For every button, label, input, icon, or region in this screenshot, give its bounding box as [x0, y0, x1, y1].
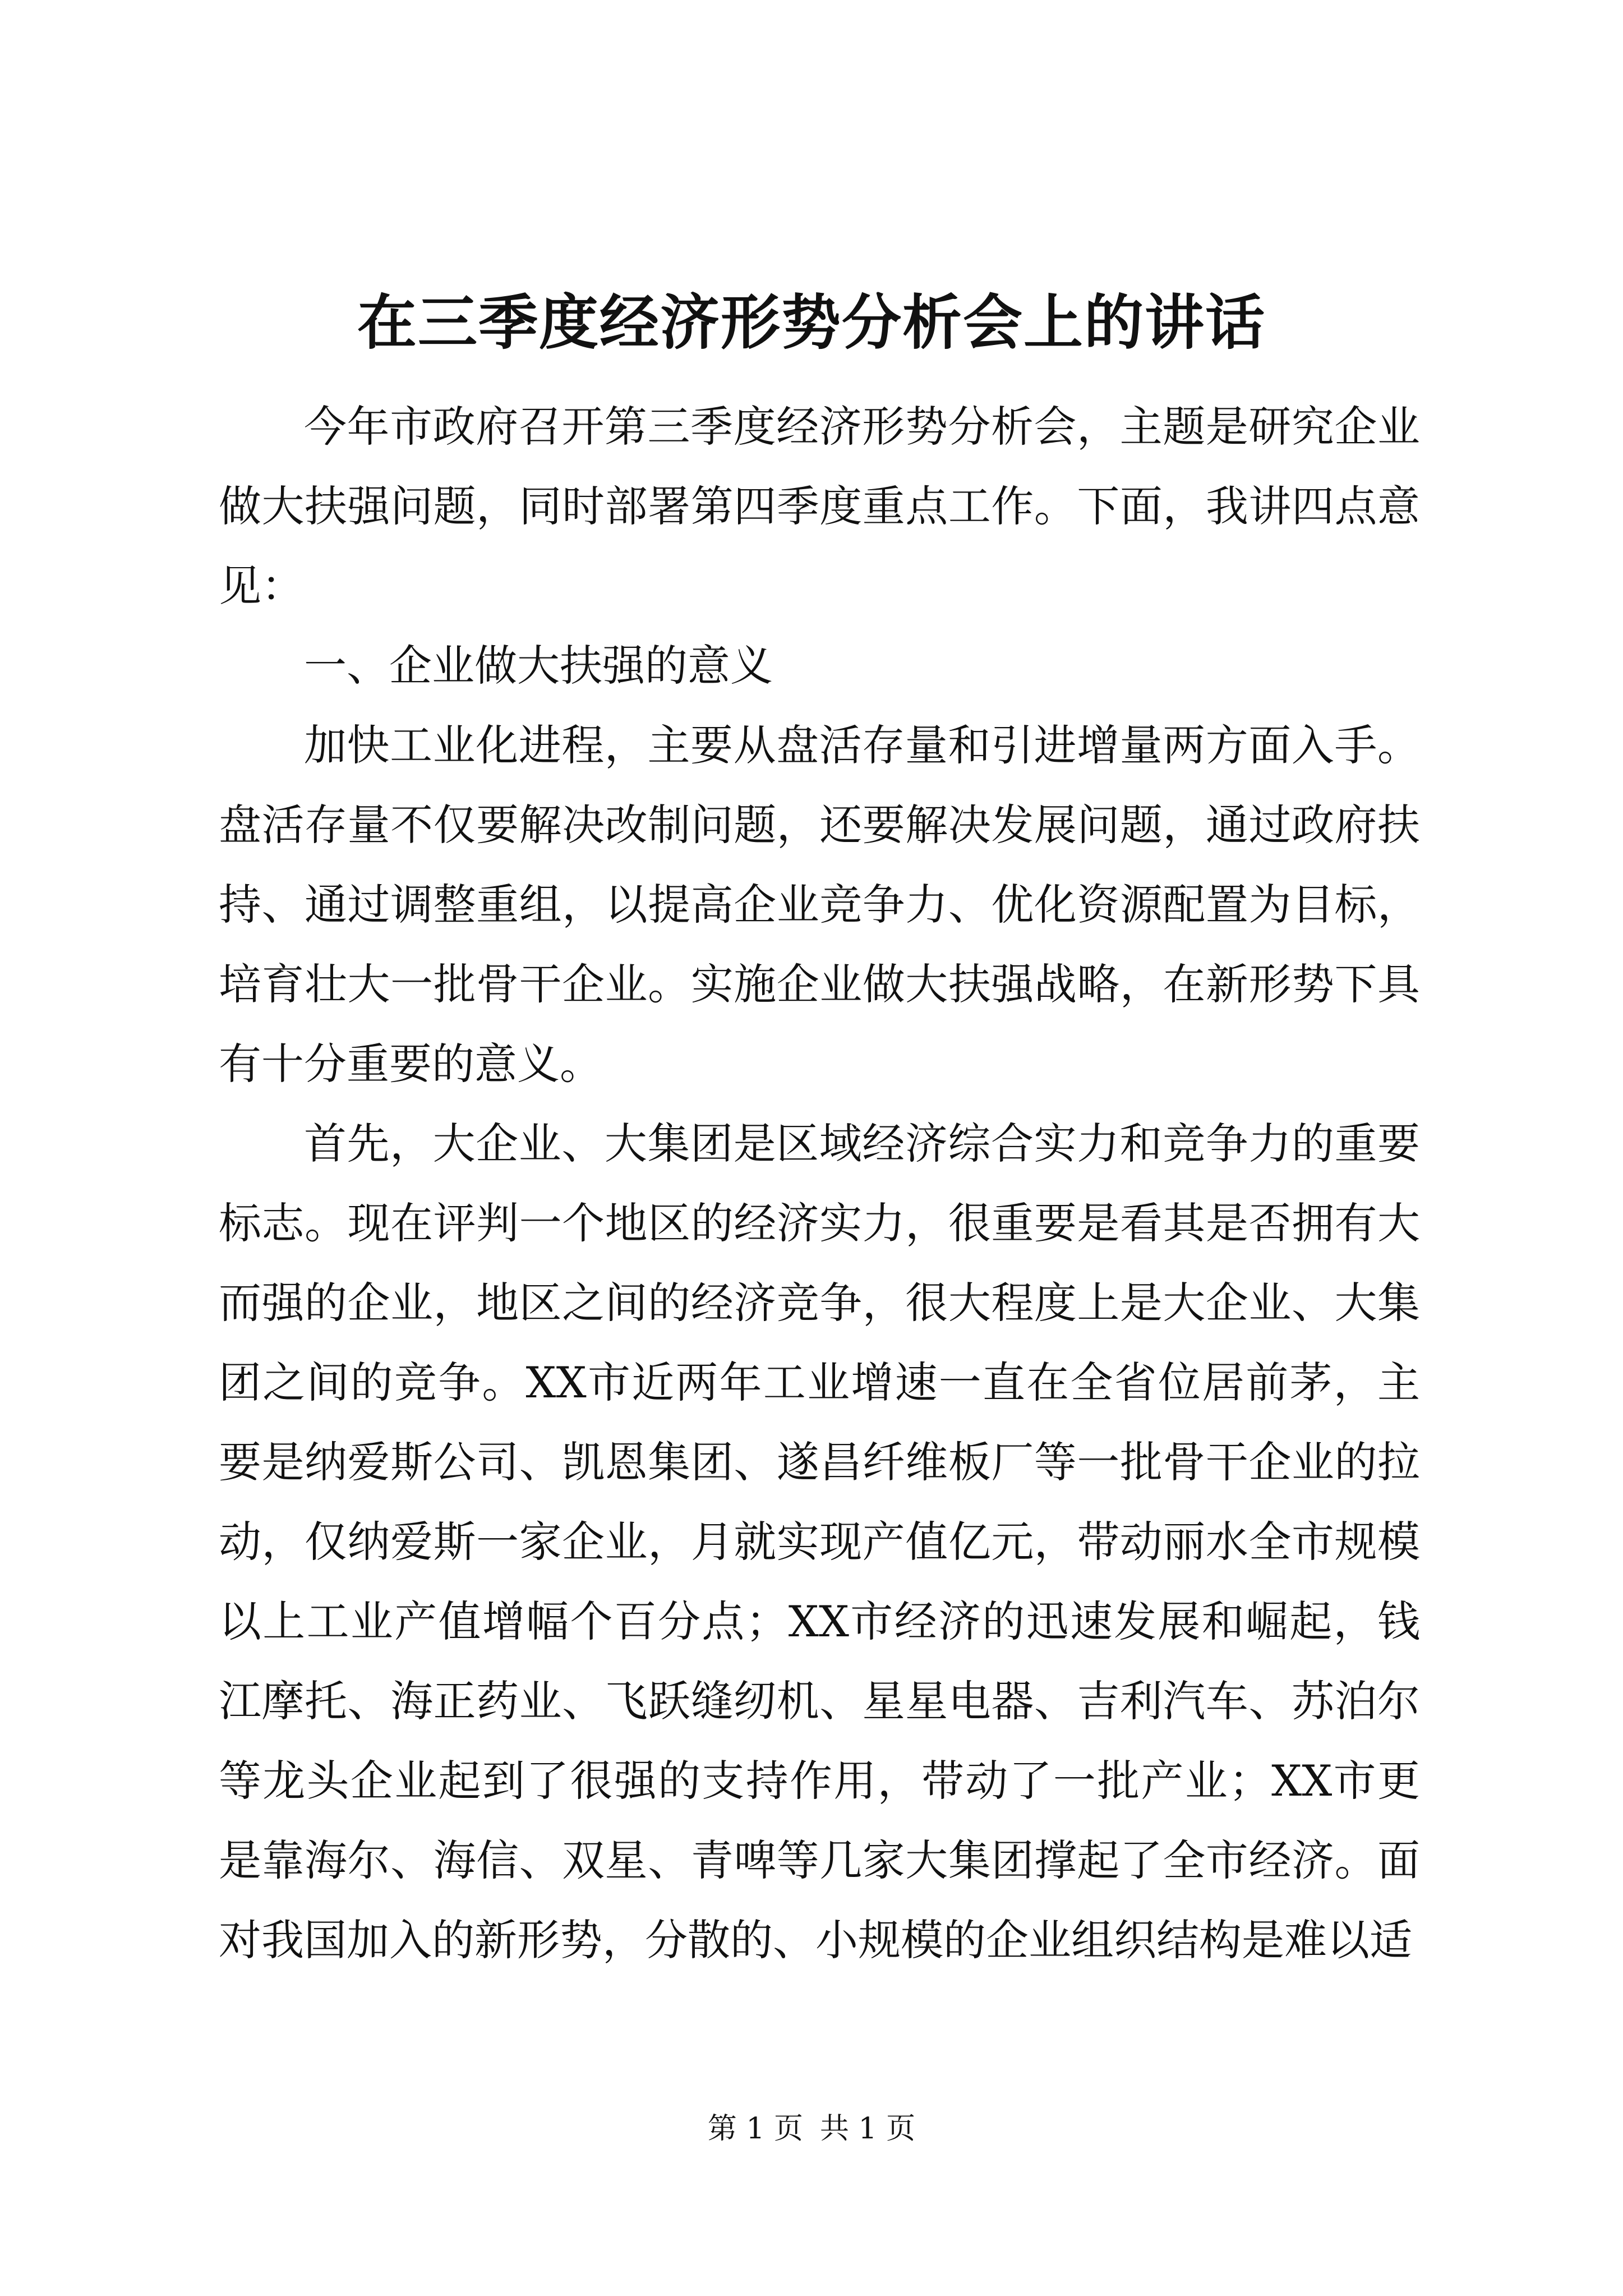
- page-number: 第 1 页: [707, 2112, 803, 2146]
- paragraph-intro: 今年市政府召开第三季度经济形势分析会，主题是研究企业做大扶强问题，同时部署第四季度重点工作。下面，我讲四点意见：: [219, 402, 1420, 611]
- section-heading-1: 一、企业做大扶强的意义: [304, 641, 773, 691]
- page-total: 共 1 页: [820, 2112, 916, 2146]
- paragraph-first-point: 首先，大企业、大集团是区域经济综合实力和竞争力的重要标志。现在评判一个地区的经济实力，很重要是看其是否拥有大而强的企业，地区之间的经济竞争，很大程度上是大企业、大集团之间的竞争。XX市近两年工业增速一直在全省位居前茅，主要是纳爱斯公司、凯恩集团、遂昌纤维板厂等一批骨干企业的拉动，仅纳爱斯一家企业，月就实现产值亿元，带动丽水全市规模以上工业产值增幅个百分点；XX市经济的迅速发展和崛起，钱江摩托、海正药业、飞跃缝纫机、星星电器、吉利汽车、苏泊尔等龙头企业起到了很强的支持作用，带动了一批产业；XX市更是靠海尔、海信、双星、青啤等几家大集团撑起了全市经济。面对我国加入的新形势，分散的、小规模的企业组织结构是难以适: [219, 1119, 1420, 1965]
- paragraph-industrialization: 加快工业化进程，主要从盘活存量和引进增量两方面入手。盘活存量不仅要解决改制问题，还要解决发展问题，通过政府扶持、通过调整重组，以提高企业竞争力、优化资源配置为目标，培育壮大一批骨干企业。实施企业做大扶强战略，在新形势下具有十分重要的意义。: [219, 720, 1420, 1089]
- document-title: 在三季度经济形势分析会上的讲话: [357, 287, 1266, 357]
- page-footer: [0, 2109, 1623, 2148]
- document-body: [219, 387, 1420, 1980]
